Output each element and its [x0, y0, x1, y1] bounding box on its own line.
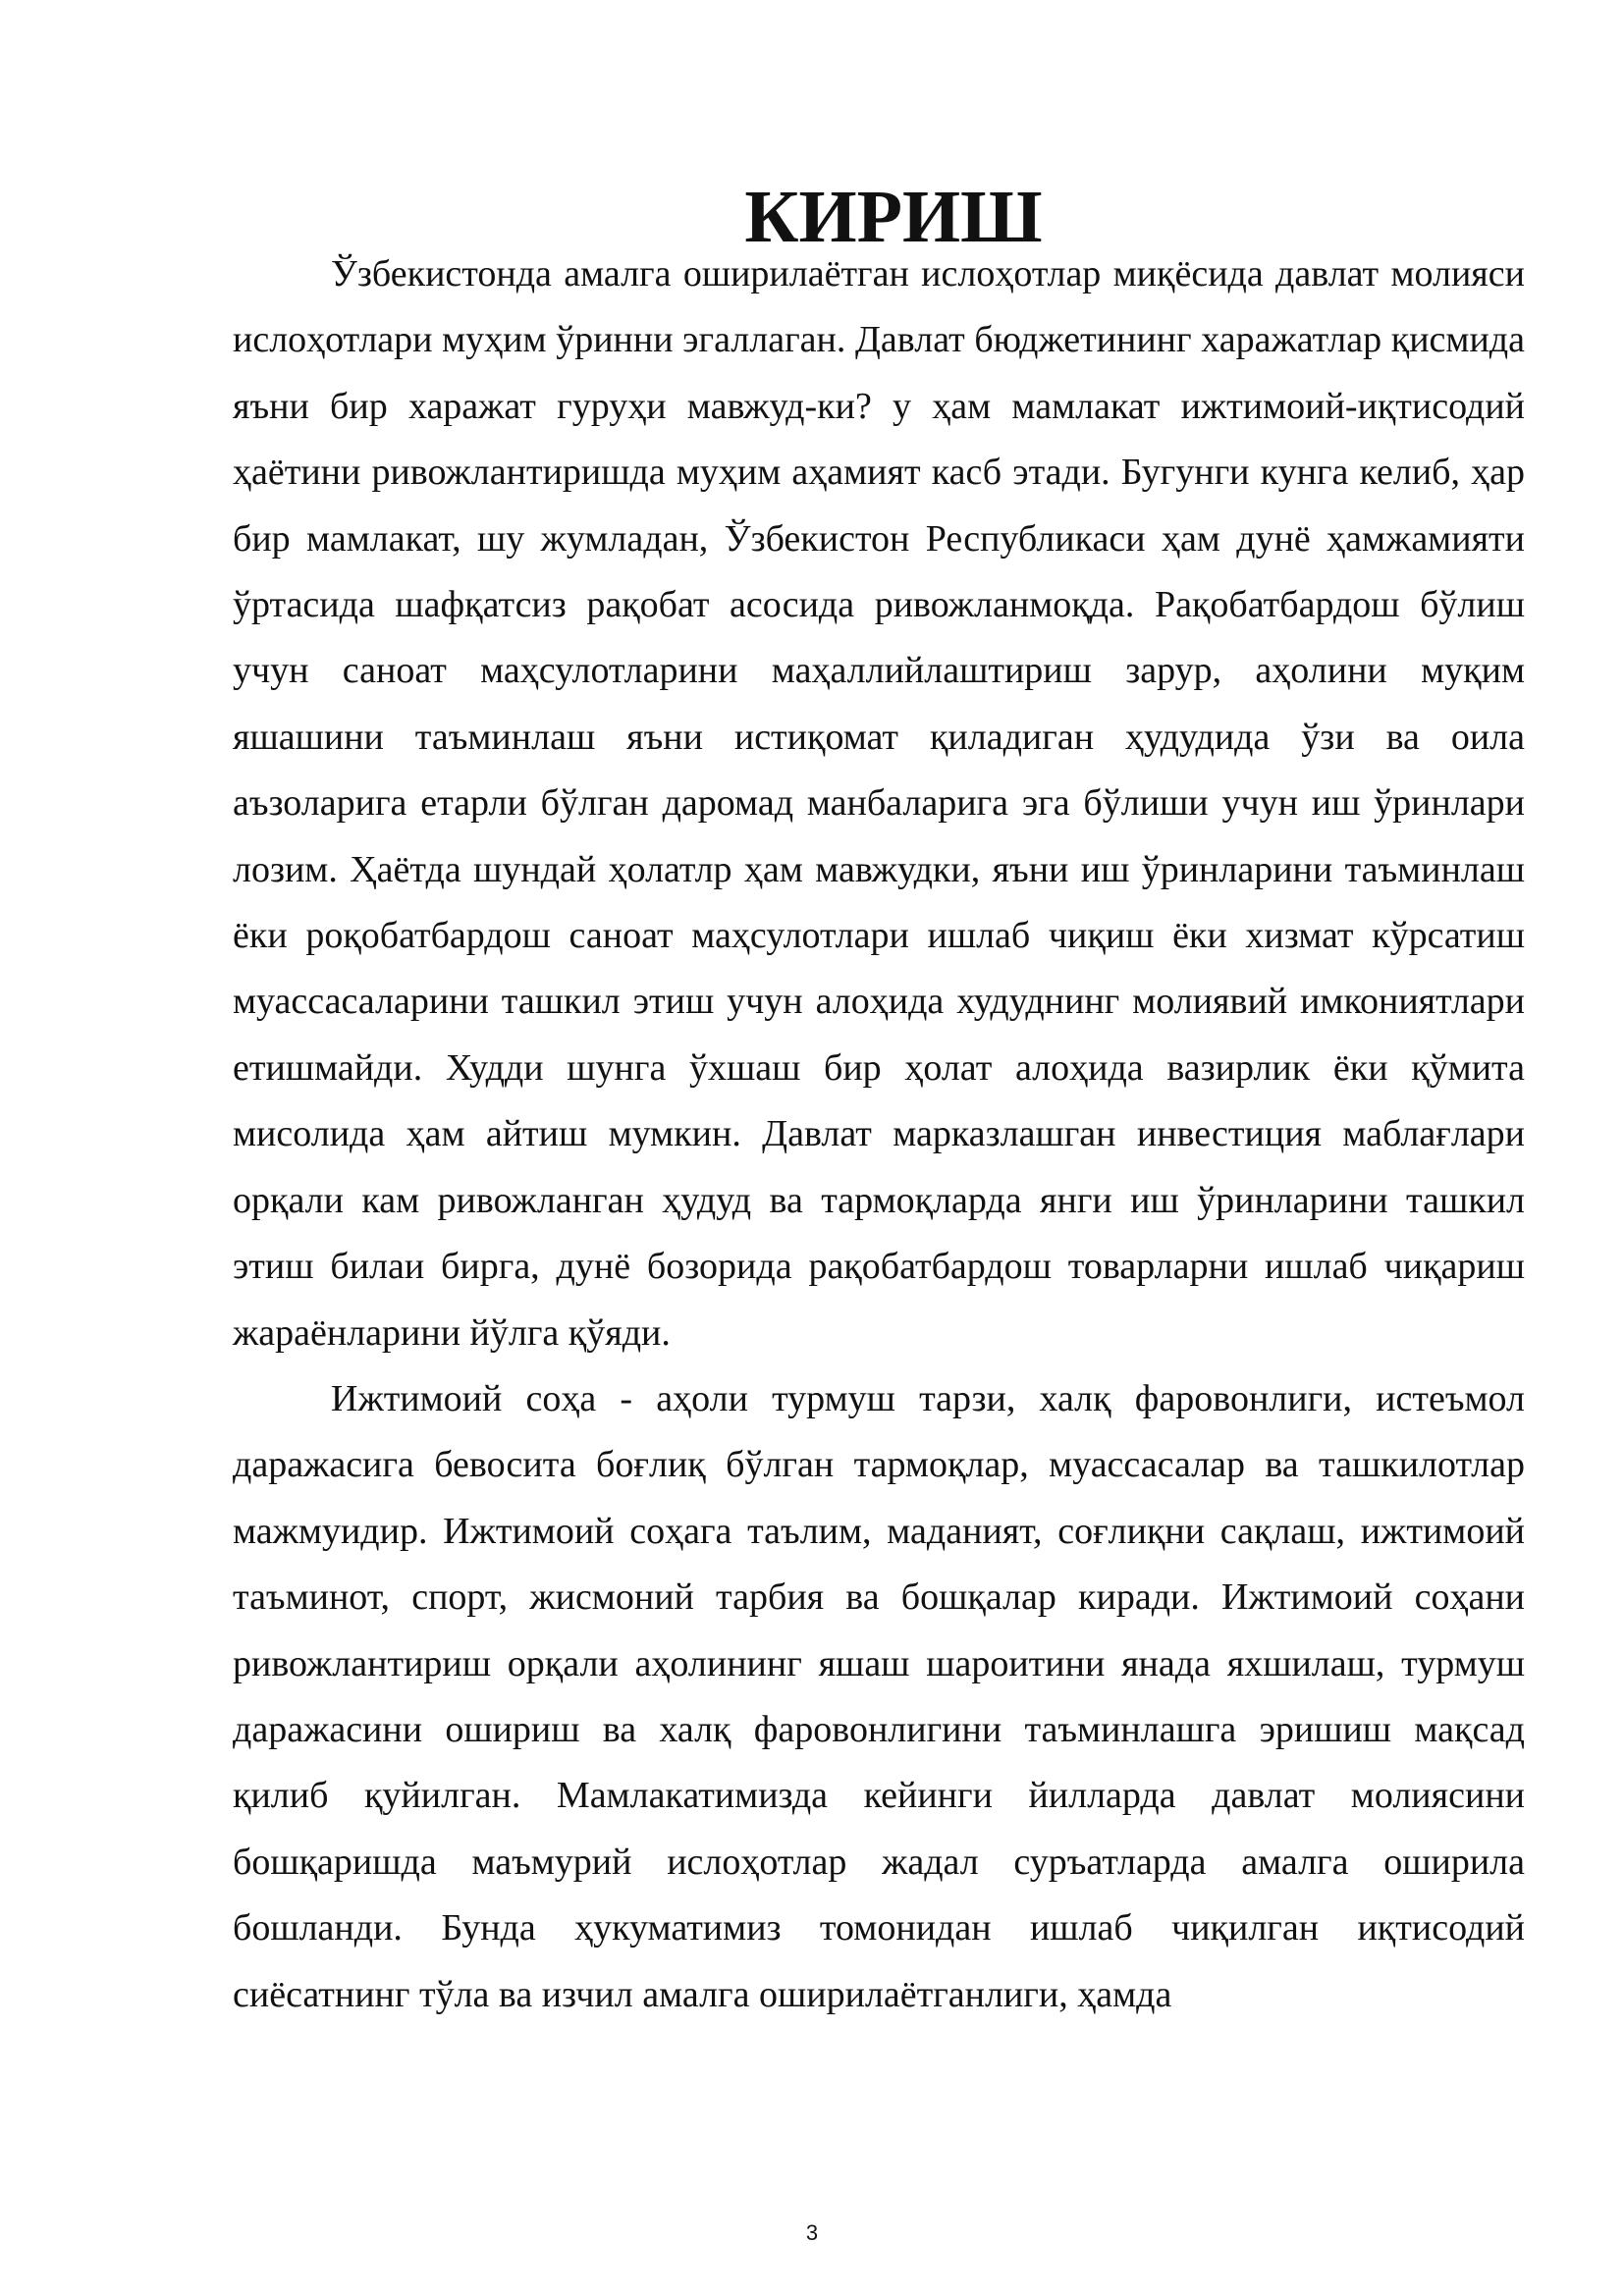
paragraph-1: Ўзбекистонда амалга оширилаётган ислоҳотлар миқёсида давлат молияси ислоҳотлари муҳим ўринни эгаллаган. Давлат бюджетининг харажатлар қисмида яъни бир харажат гуруҳи мавжуд-ки? у ҳам мамлакат ижтимоий-иқтисодий ҳаётини ривожлантиришда муҳим аҳамият касб этади. Бугунги кунга келиб, ҳар бир мамлакат, шу жумладан, Ўзбекистон Республикаси ҳам дунё ҳамжамияти ўртасида шафқатсиз рақобат асосида ривожланмоқда. Рақобатбардош бўлиш учун саноат маҳсулотларини маҳаллийлаштириш зарур, аҳолини муқим яшашини таъминлаш яъни истиқомат қиладиган ҳудудида ўзи ва оила аъзоларига етарли бўлган даромад манбаларига эга бўлиши учун иш ўринлари лозим. Ҳаётда шундай ҳолатлр ҳам мавжудки, яъни иш ўринларини таъминлаш ёки роқобатбардош саноат маҳсулотлари ишлаб чиқиш ёки хизмат кўрсатиш муассасаларини ташкил этиш учун алоҳида худуднинг молиявий имкониятлари етишмайди. Худди шунга ўхшаш бир ҳолат алоҳида вазирлик ёки қўмита мисолида ҳам айтиш мумкин. Давлат марказлашган инвестиция маблағлари орқали кам ривожланган ҳудуд ва тармоқларда янги иш ўринларини ташкил этиш билаи бирга, дунё бозорида рақобатбардош товарларни ишлаб чиқариш жараёнларини йўлга қўяди. [233, 253, 1525, 1354]
page-number: 3 [805, 2220, 819, 2245]
document-body [233, 176, 1525, 2028]
page-title: КИРИШ [744, 176, 1043, 258]
paragraph-2: Ижтимоий соҳа - аҳоли турмуш тарзи, халқ фаровонлиги, истеъмол даражасига бевосита боғлиқ бўлган тармоқлар, муассасалар ва ташкилотлар мажмуидир. Ижтимоий соҳага таълим, маданият, соғлиқни сақлаш, ижтимоий таъминот, спорт, жисмоний тарбия ва бошқалар киради. Ижтимоий соҳани ривожлантириш орқали аҳолининг яшаш шароитини янада яхшилаш, турмуш даражасини ошириш ва халқ фаровонлигини таъминлашга эришиш мақсад қилиб қуйилган. Мамлакатимизда кейинги йилларда давлат молиясини бошқаришда маъмурий ислоҳотлар жадал суръатларда амалга оширила бошланди. Бунда ҳукуматимиз томонидан ишлаб чиқилган иқтисодий сиёсатнинг тўла ва изчил амалга оширилаётганлиги, ҳамда [233, 1377, 1525, 2015]
